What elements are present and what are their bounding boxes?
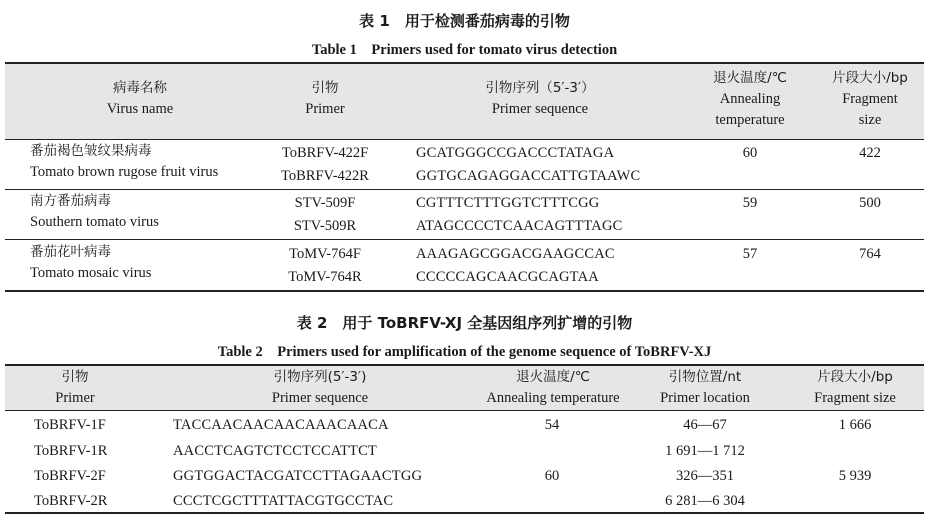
table1-header-virus-cn: 病毒名称 [113, 80, 167, 96]
table1-header-size [810, 69, 929, 131]
table1-header-size-cn: 片段大小/bp [832, 70, 908, 86]
table1-primer: ToBRFV-422R [281, 168, 369, 184]
table1-header-virus-en: Virus name [106, 100, 174, 117]
table2-size: 1 666 [838, 417, 872, 433]
table1-virus-en: Southern tomato virus [30, 214, 159, 230]
table1-virus-en: Tomato brown rugose fruit virus [30, 164, 219, 180]
table2-primer: ToBRFV-2R [34, 493, 108, 509]
table2-primer: ToBRFV-2F [34, 468, 106, 484]
table1-sequence: AAAGAGCGGACGAAGCCAC [416, 246, 615, 262]
table1-primer: ToMV-764F [289, 246, 361, 262]
table2-header-sequence-cn: 引物序列(5′-3′) [273, 369, 367, 385]
table2-header-primer-cn: 引物 [61, 369, 89, 385]
table2-header-location-cn: 引物位置/nt [668, 369, 742, 385]
table1-virus-cn: 番茄褐色皱纹果病毒 [30, 143, 152, 159]
table1-caption-cn: 表 1 用于检测番茄病毒的引物 [359, 12, 570, 30]
table1-group-rule [5, 189, 924, 190]
table2-sequence: AACCTCAGTCTCCTCCATTCT [173, 443, 377, 459]
table2-header-size-cn: 片段大小/bp [817, 369, 893, 385]
table2-header-sequence [220, 368, 420, 409]
table2-header-temperature [468, 368, 638, 409]
table1-temperature: 59 [742, 195, 758, 211]
table1-group-rule [5, 239, 924, 240]
table2-header-size [790, 368, 920, 409]
table1-primer: STV-509R [293, 218, 357, 234]
table2-caption-cn: 表 2 用于 ToBRFV-XJ 全基因组序列扩增的引物 [296, 314, 633, 332]
table1-virus-cn: 番茄花叶病毒 [30, 244, 111, 260]
table2-header-sequence-en: Primer sequence [271, 389, 369, 406]
table1-sequence: CGTTTCTTTGGTCTTTCGG [416, 195, 600, 211]
table1-header-temperature-en2: temperature [715, 111, 785, 128]
table1-sequence: ATAGCCCCTCAACAGTTTAGC [416, 218, 623, 234]
table1-header-temperature-en1: Annealing [719, 90, 781, 107]
table2-location: 6 281—6 304 [665, 493, 745, 509]
table2-header-location-en: Primer location [660, 389, 750, 406]
table1-primer: ToMV-764R [288, 269, 362, 285]
table1-temperature: 60 [742, 145, 758, 161]
table1-size: 764 [859, 246, 881, 262]
table1-top-rule [5, 62, 924, 64]
table1-header-temperature-cn: 退火温度/℃ [713, 70, 787, 86]
table2-sequence: CCCTCGCTTTATTACGTGCCTAC [173, 493, 394, 509]
table2-header-size-en: Fragment size [814, 389, 896, 406]
table1-virus-en: Tomato mosaic virus [30, 265, 152, 281]
table2-header-location [640, 368, 770, 409]
table1-temperature: 57 [742, 246, 758, 262]
table1-header-primer [265, 79, 385, 120]
table2-header-primer [15, 368, 135, 409]
table1-sequence: GCATGGGCCGACCCTATAGA [416, 145, 615, 161]
table1-size: 500 [859, 195, 881, 211]
table1-primer: STV-509F [294, 195, 356, 211]
table1-header-sequence-en: Primer sequence [491, 100, 589, 117]
table1-header-sequence [440, 79, 640, 120]
table2-header-temperature-en: Annealing temperature [486, 389, 620, 406]
table2-primer: ToBRFV-1F [34, 417, 106, 433]
table2-sequence: GGTGGACTACGATCCTTAGAACTGG [173, 468, 423, 484]
table1-header-size-en1: Fragment [842, 90, 898, 107]
table2-header-temperature-cn: 退火温度/℃ [516, 369, 590, 385]
table2-bottom-rule [5, 512, 924, 514]
table2-size: 5 939 [838, 468, 872, 484]
table1-header-rule [5, 139, 924, 140]
table1-primer: ToBRFV-422F [281, 145, 369, 161]
table1-header-primer-en: Primer [305, 100, 345, 117]
table1-header-virus [60, 79, 220, 120]
table1-header-sequence-cn: 引物序列（5′-3′） [485, 80, 595, 96]
table2-location: 1 691—1 712 [665, 443, 745, 459]
table1-size: 422 [859, 145, 881, 161]
table2-header-primer-en: Primer [55, 389, 95, 406]
table1-virus-cn: 南方番茄病毒 [30, 193, 111, 209]
table2-primer: ToBRFV-1R [34, 443, 108, 459]
table2-location: 326—351 [676, 468, 734, 484]
table2-temperature: 54 [544, 417, 560, 433]
table1-header-temperature [690, 69, 810, 131]
table2-top-rule [5, 364, 924, 366]
table2-location: 46—67 [683, 417, 727, 433]
table1-header-size-en2: size [858, 111, 882, 128]
table1-sequence: GGTGCAGAGGACCATTGTAAWC [416, 168, 641, 184]
table1-header-primer-cn: 引物 [311, 80, 339, 96]
table1-caption-en: Table 1 Primers used for tomato virus detection [311, 42, 618, 58]
table2-temperature: 60 [544, 468, 560, 484]
table2-header-background [5, 365, 924, 411]
table1-sequence: CCCCCAGCAACGCAGTAA [416, 269, 599, 285]
table2-header-rule [5, 410, 924, 411]
table1-bottom-rule [5, 290, 924, 292]
table2-caption-en: Table 2 Primers used for amplification of the genome sequence of ToBRFV-XJ [217, 344, 712, 360]
table2-sequence: TACCAACAACAACAAACAACA [173, 417, 389, 433]
